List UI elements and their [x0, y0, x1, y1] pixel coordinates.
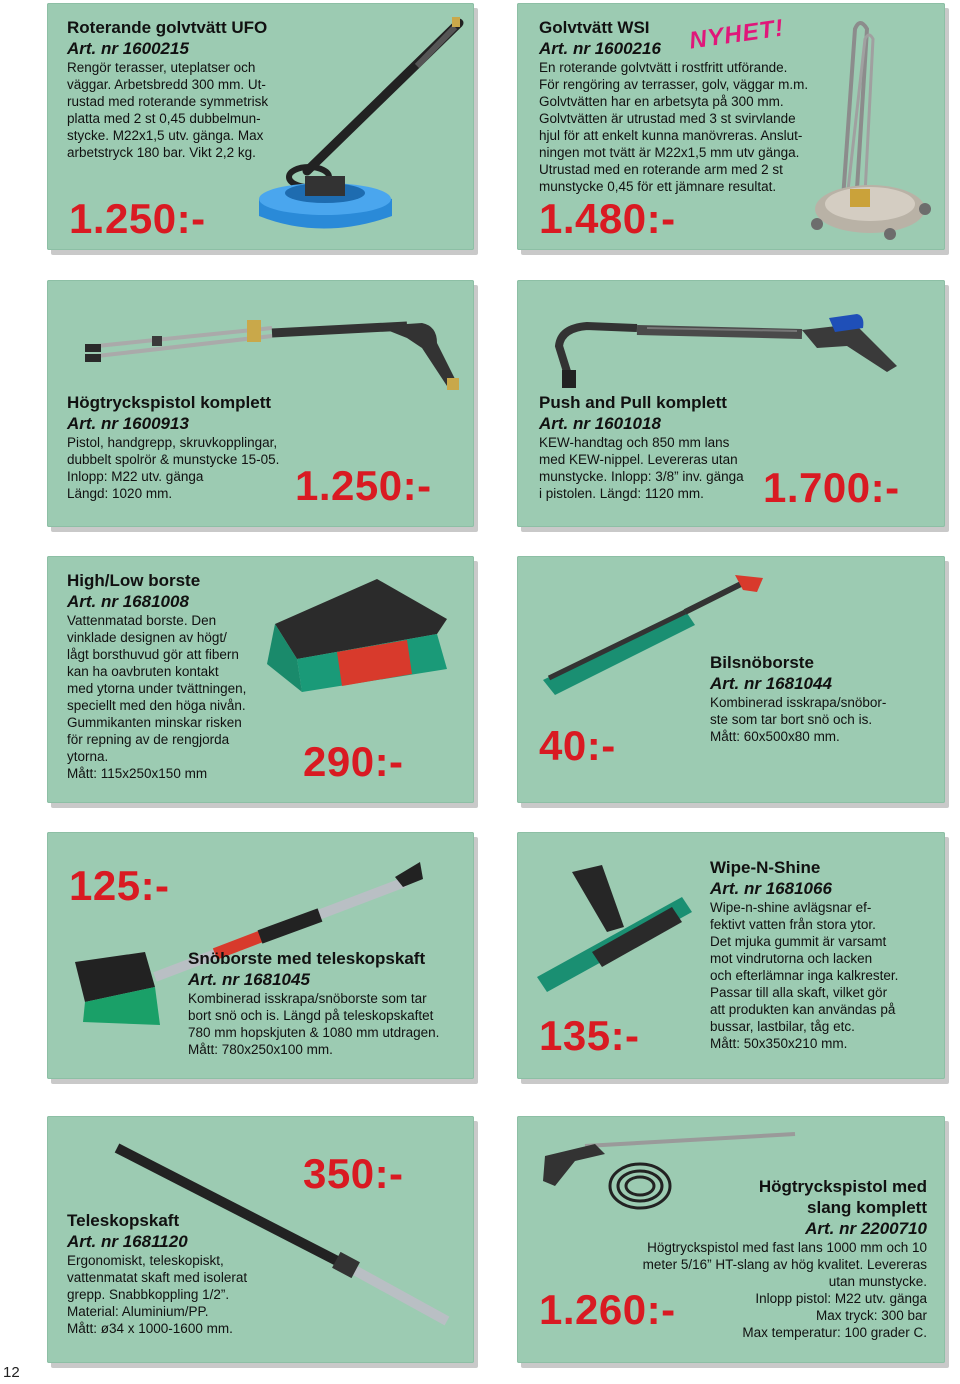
product-description: Kombinerad isskrapa/snöborste som tar bort snö och is. Längd på teleskopskaftet 780 mm hopskjuten & 1080 mm utdragen. Mått: 780x250x100 mm. [188, 991, 440, 1057]
product-description: Rengör terasser, uteplatser och väggar. Arbetsbredd 300 mm. Ut- rustad med roterande symmetrisk platta med 2 st 0,45 dubbelmun- stycke. M22x1,5 utv. gänga. Max arbetstryck 180 bar. Vikt 2,2 kg. [67, 60, 269, 160]
product-description: Wipe-n-shine avlägsnar ef- fektivt vatten från stora ytor. Det mjuka gummit är varsamt mot vindrutorna och lacken och efterlämnar inga kalkrester. Passar till alla skaft, vilket gör att produkten kan användas på bussar, lastbilar, tåg etc. Mått: 50x350x210 mm. [710, 900, 899, 1051]
page-number: 12 [3, 1364, 20, 1381]
product-description: Ergonomiskt, teleskopiskt, vattenmatat skaft med isolerat grepp. Snabbkoppling 1/2”. Material: Aluminium/PP. Mått: ø34 x 1000-1600 mm. [67, 1253, 248, 1336]
product-description: En roterande golvtvätt i rostfritt utförande. För rengöring av terrasser, golv, väggar m.m. Golvtvätten har en arbetsyta på 300 mm. Golvtvätten är utrustad med 3 st svirvlande hjul för att enkelt kunna manövreras. Anslut- ningen mot tvätt är M22x1,5 mm utv gänga. Utrustad med en roterande arm med 2 st munstycke 0,45 för ett jämnare resultat. [539, 60, 809, 194]
product-card-snoteleskop [47, 832, 474, 1079]
product-price: 125:- [69, 862, 170, 909]
product-price: 1.700:- [763, 464, 900, 511]
product-title: Snöborste med teleskopskaft [188, 949, 426, 968]
product-price: 350:- [303, 1150, 404, 1197]
product-title: Högtryckspistol komplett [67, 393, 272, 412]
product-art-number: Art. nr 2200710 [805, 1219, 927, 1238]
product-art-number: Art. nr 1600216 [539, 39, 661, 58]
product-price: 1.250:- [295, 462, 432, 509]
product-card-pushpull [517, 280, 945, 527]
product-art-number: Art. nr 1681044 [710, 674, 832, 693]
high-low-brush-image [257, 574, 472, 704]
product-title: Bilsnöborste [710, 653, 814, 672]
product-description: Pistol, handgrepp, skruvkopplingar, dubbelt spolrör & munstycke 15-05. Inlopp: M22 utv. gänga Längd: 1020 mm. [67, 435, 280, 501]
product-card-pistolslang [517, 1116, 945, 1363]
rotating-floor-cleaner-image [247, 11, 472, 246]
product-art-number: Art. nr 1681066 [710, 879, 832, 898]
product-art-number: Art. nr 1601018 [539, 414, 661, 433]
wipe-n-shine-image [532, 857, 712, 992]
product-card-wsi [517, 3, 945, 250]
product-card-bilsno [517, 556, 945, 803]
product-title: Teleskopskaft [67, 1211, 180, 1230]
product-card-teleskopskaft [47, 1116, 474, 1363]
product-price: 1.480:- [539, 195, 676, 242]
product-card-pistol [47, 280, 474, 527]
push-pull-lance-image [547, 308, 917, 393]
product-description: KEW-handtag och 850 mm lans med KEW-nippel. Levereras utan munstycke. Inlopp: 3/8” inv. gänga i pistolen. Längd: 1120 mm. [539, 435, 744, 501]
product-price: 1.260:- [539, 1286, 676, 1333]
product-title: Högtryckspistol med slang komplett [758, 1177, 927, 1217]
product-art-number: Art. nr 1600215 [67, 39, 189, 58]
product-card-ufo [47, 3, 474, 250]
product-description: Högtryckspistol med fast lans 1000 mm och 10 meter 5/16” HT-slang av hög kvalitet. Levereras utan munstycke. Inlopp pistol: M22 utv. gänga Max tryck: 300 bar Max temperatur: 100 grader C. [642, 1240, 927, 1340]
product-title: Wipe-N-Shine [710, 858, 821, 877]
product-art-number: Art. nr 1681008 [67, 592, 189, 611]
product-price: 135:- [539, 1012, 640, 1059]
product-price: 1.250:- [69, 195, 206, 242]
product-art-number: Art. nr 1681120 [67, 1232, 188, 1251]
product-price: 40:- [539, 722, 616, 769]
new-badge: NYHET! [687, 14, 786, 55]
spray-gun-image [77, 298, 467, 393]
product-description: Kombinerad isskrapa/snöbor- ste som tar bort snö och is. Mått: 60x500x80 mm. [710, 695, 887, 744]
product-card-highlow [47, 556, 474, 803]
product-title: Roterande golvtvätt UFO [67, 18, 268, 37]
product-art-number: Art. nr 1600913 [67, 414, 189, 433]
product-art-number: Art. nr 1681045 [188, 970, 310, 989]
product-price: 290:- [303, 738, 404, 785]
product-card-wipe [517, 832, 945, 1079]
product-title: Push and Pull komplett [539, 393, 727, 412]
product-title: High/Low borste [67, 571, 201, 590]
stainless-floor-cleaner-image [795, 9, 940, 244]
product-title: Golvtvätt WSI [539, 18, 650, 37]
product-description: Vattenmatad borste. Den vinklade designen av högt/ lågt borsthuvud gör att fibern kan ha oavbruten kontakt med ytorna under tvättningen, speciellt med den höga nivån. Gummikanten minskar risken för repning av de rengjorda ytorna. Mått: 115x250x150 mm [67, 613, 247, 781]
